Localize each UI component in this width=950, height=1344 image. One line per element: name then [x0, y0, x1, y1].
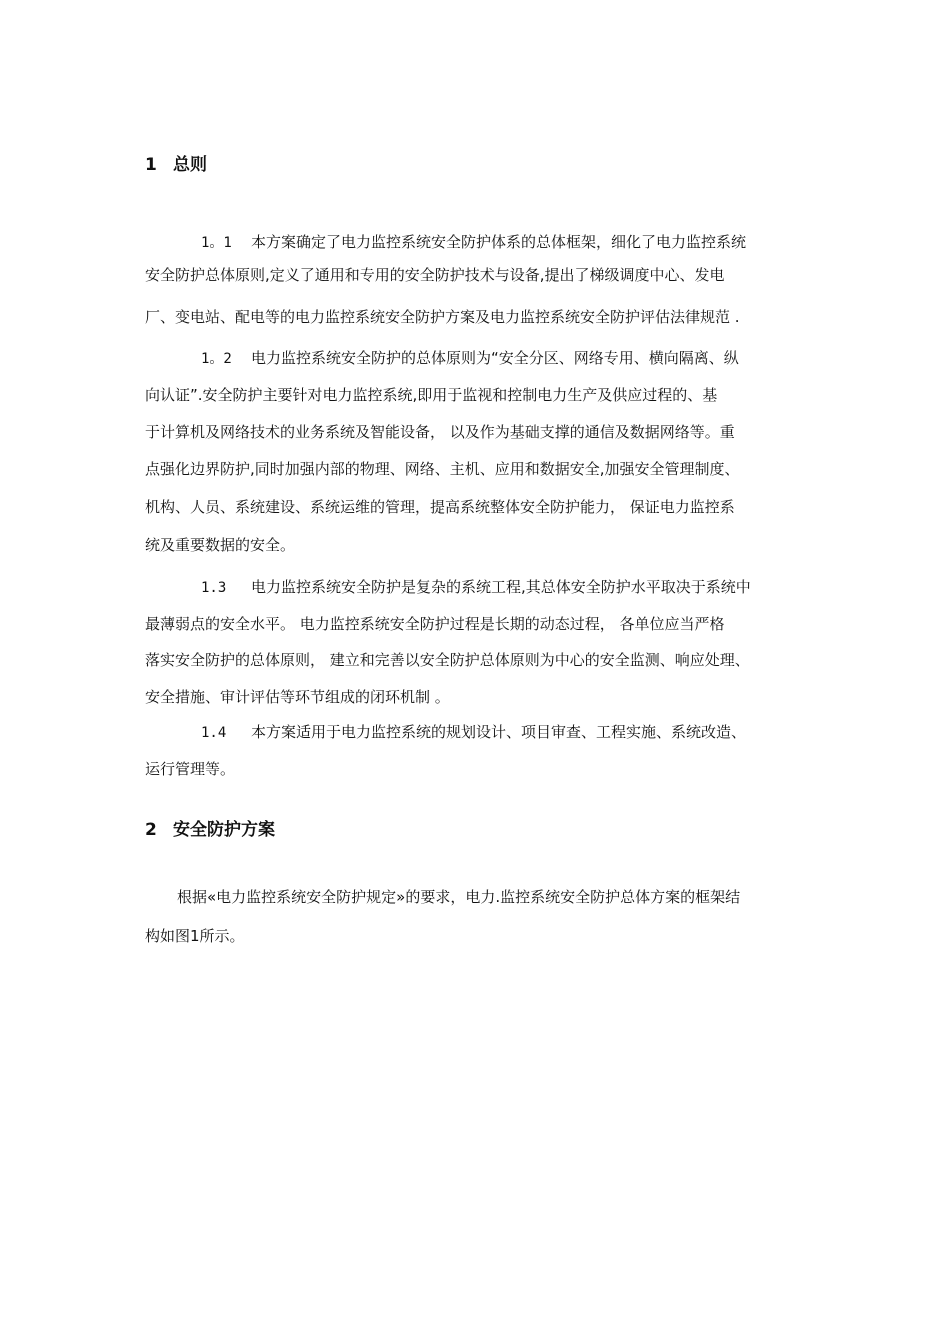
- clause-number: 1。2: [201, 351, 232, 367]
- paragraph-1-2-line: 机构、人员、系统建设、系统运维的管理，提高系统整体安全防护能力， 保证电力监控系: [145, 498, 735, 516]
- paragraph-1-3-line: [201, 576, 751, 599]
- paragraph-2-line: 构如图1所示。: [145, 927, 245, 945]
- section-heading-2: [145, 818, 275, 842]
- paragraph-text: 电力监控系统安全防护的总体原则为“安全分区、网络专用、横向隔离、纵: [251, 349, 739, 367]
- section-heading-1: [145, 153, 207, 177]
- section-title: 总则: [173, 155, 207, 175]
- paragraph-text: 本方案确定了电力监控系统安全防护体系的总体框架，细化了电力监控系统: [251, 233, 747, 251]
- paragraph-text: 电力监控系统安全防护是复杂的系统工程,其总体安全防护水平取决于系统中: [251, 578, 751, 596]
- paragraph-1-1-line: 厂、变电站、配电等的电力监控系统安全防护方案及电力监控系统安全防护评估法律规范 .: [145, 308, 740, 326]
- paragraph-1-1-line: 安全防护总体原则,定义了通用和专用的安全防护技术与设备,提出了梯级调度中心、发电: [145, 266, 725, 284]
- paragraph-1-2-line: 于计算机及网络技术的业务系统及智能设备， 以及作为基础支撑的通信及数据网络等。重: [145, 423, 735, 441]
- paragraph-1-1-line: [201, 231, 746, 254]
- section-title: 安全防护方案: [173, 820, 275, 840]
- clause-number: 1.3: [201, 580, 227, 596]
- paragraph-1-3-line: 安全措施、审计评估等环节组成的闭环机制 。: [145, 688, 450, 706]
- section-number: 2: [145, 820, 157, 840]
- paragraph-1-2-line: 统及重要数据的安全。: [145, 536, 296, 554]
- paragraph-1-2-line: 点强化边界防护,同时加强内部的物理、网络、主机、应用和数据安全,加强安全管理制度、: [145, 460, 740, 478]
- paragraph-1-2-line: 向认证”.安全防护主要针对电力监控系统,即用于监视和控制电力生产及供应过程的、基: [145, 386, 718, 404]
- paragraph-1-4-line: [201, 721, 746, 744]
- paragraph-1-2-line: [201, 347, 739, 370]
- clause-number: 1。1: [201, 235, 232, 251]
- paragraph-1-3-line: 最薄弱点的安全水平。 电力监控系统安全防护过程是长期的动态过程， 各单位应当严格: [145, 615, 725, 633]
- paragraph-text: 本方案适用于电力监控系统的规划设计、项目审查、工程实施、系统改造、: [251, 723, 747, 741]
- section-number: 1: [145, 155, 157, 175]
- clause-number: 1.4: [201, 725, 227, 741]
- paragraph-1-3-line: 落实安全防护的总体原则， 建立和完善以安全防护总体原则为中心的安全监测、响应处理、: [145, 651, 750, 669]
- paragraph-2-line: 根据«电力监控系统安全防护规定»的要求，电力.监控系统安全防护总体方案的框架结: [177, 888, 741, 906]
- paragraph-1-4-line: 运行管理等。: [145, 760, 236, 778]
